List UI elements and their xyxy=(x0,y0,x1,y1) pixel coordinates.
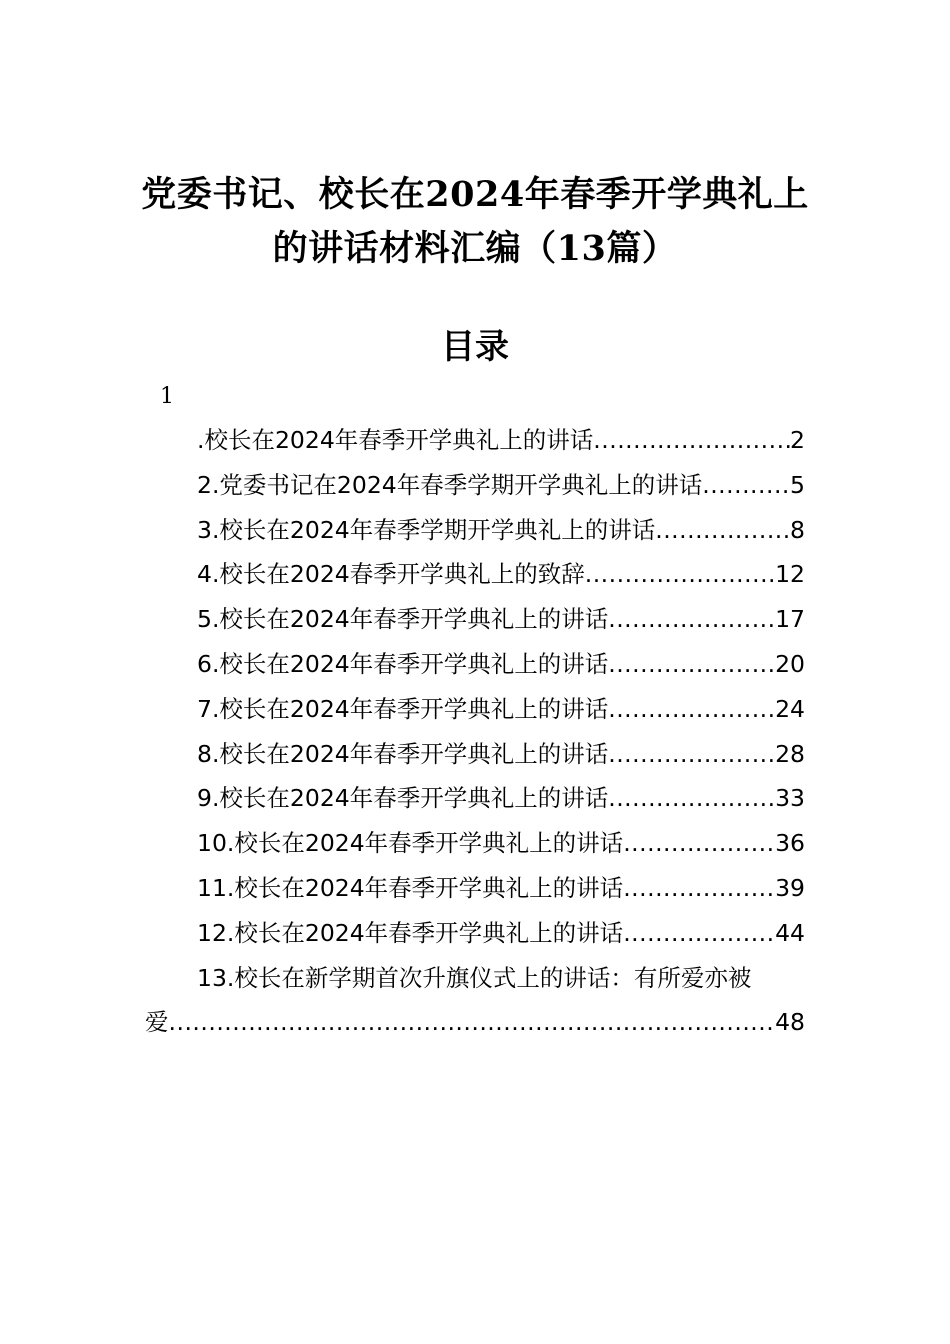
toc-entry-label: 5.校长在2024年春季开学典礼上的讲话 xyxy=(197,605,609,634)
toc-entry-label: 3.校长在2024年春季学期开学典礼上的讲话 xyxy=(197,515,656,544)
toc-leader-dots xyxy=(593,418,790,463)
toc-entry-page: 2 xyxy=(790,426,805,454)
toc-entry[interactable] xyxy=(145,911,805,956)
toc-entry-page: 28 xyxy=(775,739,805,768)
toc-entry-page: 24 xyxy=(775,694,805,723)
toc-entry-label: 4.校长在2024春季开学典礼上的致辞 xyxy=(197,560,585,589)
toc-entry-label: 6.校长在2024年春季开学典礼上的讲话 xyxy=(197,649,609,678)
toc-entry-label: 9.校长在2024年春季开学典礼上的讲话 xyxy=(197,784,609,813)
toc-leader-dots xyxy=(623,911,775,956)
toc-entry[interactable] xyxy=(145,821,805,866)
toc-entry-label: 12.校长在2024年春季开学典礼上的讲话 xyxy=(197,918,624,947)
stray-number: 1 xyxy=(160,384,174,409)
toc-entry[interactable] xyxy=(145,552,805,597)
toc-entry[interactable] xyxy=(145,642,805,687)
toc-entry[interactable] xyxy=(145,866,805,911)
toc-entry-page: 44 xyxy=(775,918,805,947)
document-title xyxy=(100,168,850,276)
toc-entry-page: 12 xyxy=(775,560,805,589)
toc-entry-label: 10.校长在2024年春季开学典礼上的讲话 xyxy=(197,829,624,858)
toc-leader-dots xyxy=(608,642,775,687)
toc-entry[interactable] xyxy=(145,508,805,553)
toc-entry-label: 7.校长在2024年春季开学典礼上的讲话 xyxy=(197,694,609,723)
toc-leader-dots xyxy=(608,776,775,821)
toc-entry-page: 48 xyxy=(775,1008,805,1037)
toc-entry-label-continued: 爱 xyxy=(145,1008,169,1037)
toc-leader-dots xyxy=(623,821,775,866)
toc-entry-last-line-2[interactable] xyxy=(145,1000,805,1045)
toc-leader-dots xyxy=(623,866,775,911)
toc-entry-page: 17 xyxy=(775,605,805,634)
toc-leader-dots xyxy=(702,463,790,508)
toc-entry-page: 5 xyxy=(790,470,805,499)
toc-entry-page: 33 xyxy=(775,784,805,813)
toc-entry[interactable] xyxy=(145,418,805,463)
toc-entry[interactable] xyxy=(145,597,805,642)
toc-entry[interactable] xyxy=(145,687,805,732)
toc-entry-label: 8.校长在2024年春季开学典礼上的讲话 xyxy=(197,739,609,768)
toc-entry-page: 8 xyxy=(790,515,805,544)
toc-leader-dots xyxy=(655,508,790,553)
toc-leader-dots xyxy=(169,1000,776,1045)
toc-entry-page: 36 xyxy=(775,829,805,858)
table-of-contents xyxy=(145,418,805,1045)
toc-leader-dots xyxy=(608,732,775,777)
toc-entry[interactable] xyxy=(145,463,805,508)
toc-entry[interactable] xyxy=(145,776,805,821)
toc-entry-last-line-1[interactable] xyxy=(145,956,805,1001)
toc-leader-dots xyxy=(608,687,775,732)
toc-entry[interactable] xyxy=(145,732,805,777)
toc-entry-label: 13.校长在新学期首次升旗仪式上的讲话：有所爱亦被 xyxy=(197,963,752,992)
toc-leader-dots xyxy=(585,552,775,597)
toc-leader-dots xyxy=(608,597,775,642)
toc-heading: 目录 xyxy=(441,327,509,367)
toc-entry-page: 39 xyxy=(775,873,805,902)
toc-entry-label: 11.校长在2024年春季开学典礼上的讲话 xyxy=(197,873,624,902)
title-line-2: 的讲话材料汇编（13篇） xyxy=(272,228,678,269)
toc-entry-label: .校长在2024年春季开学典礼上的讲话 xyxy=(197,426,594,454)
title-line-1: 党委书记、校长在2024年春季开学典礼上 xyxy=(141,174,809,215)
toc-entry-page: 20 xyxy=(775,649,805,678)
toc-entry-label: 2.党委书记在2024年春季学期开学典礼上的讲话 xyxy=(197,470,703,499)
